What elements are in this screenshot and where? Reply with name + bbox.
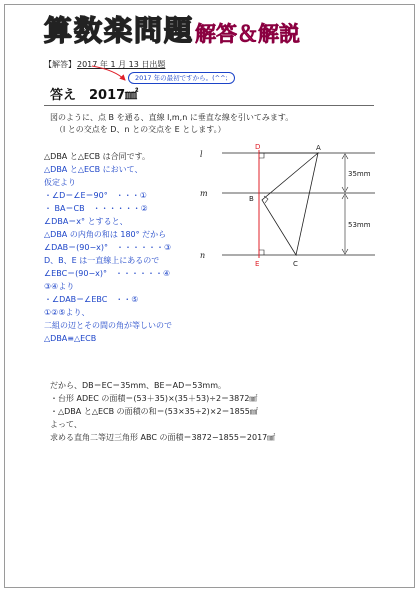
proof-line: ∠DAB＝(90−x)° ・・・・・・③ [44,243,172,252]
proof-line: ③④より [44,282,75,291]
triangle-abc [262,153,318,255]
right-angle-mark-e [259,250,264,255]
label-m: m [200,189,208,198]
proof-line: △DBA の内角の和は 180° だから [44,230,167,239]
conclusion-line-3: ・△DBA と△ECB の面積の和＝(53×35÷2)×2＝1855㎟ [50,407,258,416]
callout-arrow [92,66,125,80]
answer-heading: 答え 2017㎟ [50,88,139,103]
proof-line: D、B、E は一直線上にあるので [44,256,160,265]
proof-line: 二組の辺とその間の角が等しいので [44,321,172,330]
proof-line: ①②⑤より、 [44,308,90,317]
proof-line: ・∠D＝∠E＝90° ・・・① [44,191,147,200]
intro-line-1: 図のように、点 B を通る、直線 l,m,n に垂直な線を引いてみます。 [50,113,294,122]
proof-line: △DBA≡△ECB [44,334,97,343]
point-b: B [249,195,254,203]
proof-line: 仮定より [44,178,76,187]
dim-53-label: 53mm [348,221,371,229]
label-l: l [200,150,203,159]
right-angle-mark-d [259,153,264,158]
intro-line-2: （l との交点を D、n との交点を E とします。） [55,125,226,134]
proof-line: △DBA と△ECB において、 [44,165,143,174]
proof-line: ・ BA＝CB ・・・・・・② [44,204,148,213]
point-c: C [293,260,298,268]
callout-note: 2017 年の最初ですから。(^^; [128,72,235,84]
title-char-4: 問 [134,14,163,47]
conclusion-line-4: よって、 [50,420,82,429]
proof-line: ・∠DAB＝∠EBC ・・⑤ [44,295,139,304]
point-d: D [255,143,261,151]
dim-35-label: 35mm [348,170,371,178]
proof-line: ∠DBA＝x° とすると、 [44,217,128,226]
conclusion-line-2: ・台形 ADEC の面積＝(53＋35)×(35＋53)÷2＝3872㎟ [50,394,258,403]
page-subtitle: 解答＆解説 [195,22,300,46]
conclusion-line-1: だから、DB＝EC＝35mm、BE＝AD＝53mm。 [50,381,226,390]
title-char-1: 算 [44,14,73,47]
title-char-5: 題 [164,14,193,47]
proof-line: ∠EBC＝(90−x)° ・・・・・・④ [44,269,171,278]
conclusion-line-5: 求める直角二等辺三角形 ABC の面積＝3872−1855＝2017㎟ [50,433,276,442]
proof-line: △DBA と△ECB は合同です。 [44,152,150,161]
title-char-3: 楽 [104,14,133,47]
issue-date: 2017 年 1 月 13 日出題 [77,60,166,69]
point-a: A [316,144,321,152]
title-char-2: 数 [74,14,103,47]
answer-label: 【解答】 [44,60,76,69]
label-n: n [200,251,206,260]
point-e: E [255,260,260,268]
